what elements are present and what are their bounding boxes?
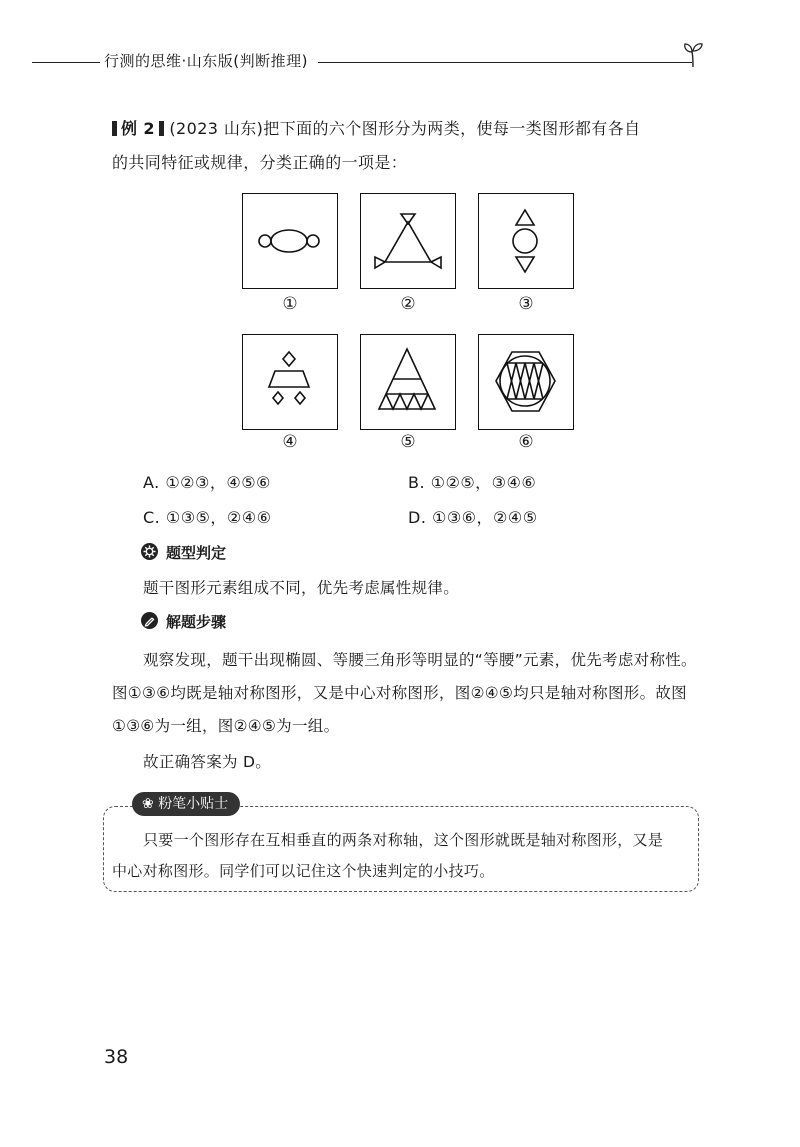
gear-icon: [141, 543, 158, 560]
option-a[interactable]: A. ①②③，④⑤⑥: [143, 473, 271, 492]
option-c[interactable]: C. ①③⑤，②④⑥: [143, 508, 272, 527]
section-steps-title: 解题步骤: [166, 613, 227, 631]
question-line-1: [112, 116, 641, 139]
figure-6-label: ⑥: [518, 432, 534, 452]
figure-6: [478, 334, 574, 430]
tag-bar-right: [159, 121, 164, 136]
page-number: 38: [104, 1046, 129, 1068]
tip-badge-label: 粉笔小贴士: [158, 796, 229, 812]
sprout-icon: [682, 40, 704, 68]
figure-5-drawing: [361, 335, 454, 428]
figure-5-label: ⑤: [400, 432, 416, 452]
figure-1-drawing: [243, 194, 336, 287]
figure-2-drawing: [361, 194, 454, 287]
figure-4: [242, 334, 338, 430]
option-b[interactable]: B. ①②⑤，③④⑥: [408, 473, 537, 492]
tag-bar-left: [112, 121, 117, 136]
header-rule-left: [32, 62, 100, 63]
figure-6-drawing: [479, 335, 572, 428]
figure-3: [478, 193, 574, 289]
tip-line-2: 中心对称图形。同学们可以记住这个快速判定的小技巧。: [112, 862, 495, 880]
section-type-text: 题干图形元素组成不同，优先考虑属性规律。: [143, 579, 460, 597]
example-tag: 例 2: [121, 119, 155, 138]
section-type-title: 题型判定: [166, 544, 227, 562]
steps-answer: 故正确答案为 D。: [143, 753, 272, 771]
figure-5: [360, 334, 456, 430]
figure-3-label: ③: [518, 294, 534, 314]
tip-line-1: 只要一个图形存在互相垂直的两条对称轴，这个图形就既是轴对称图形，又是: [143, 831, 664, 849]
option-d[interactable]: D. ①③⑥，②④⑤: [408, 508, 538, 527]
steps-para1-line1: 观察发现，题干出现椭圆、等腰三角形等明显的“等腰”元素，优先考虑对称性。: [143, 651, 697, 669]
figure-4-drawing: [243, 335, 336, 428]
figure-2: [360, 193, 456, 289]
pen-icon: [141, 612, 158, 629]
figure-2-label: ②: [400, 294, 416, 314]
figure-4-label: ④: [282, 432, 298, 452]
tip-badge: [132, 792, 240, 816]
figure-1-label: ①: [282, 294, 298, 314]
steps-para1-line3: ①③⑥为一组，图②④⑤为一组。: [112, 717, 340, 735]
question-text-1: (2023 山东)把下面的六个图形分为两类，使每一类图形都有各自: [169, 119, 641, 138]
question-line-2: 的共同特征或规律，分类正确的一项是：: [112, 153, 408, 172]
running-header-title: 行测的思维·山东版(判断推理): [104, 52, 308, 70]
header-rule-right: [318, 62, 692, 63]
sprout-badge-icon: ❀: [142, 796, 154, 812]
figure-1: [242, 193, 338, 289]
figure-3-drawing: [479, 194, 572, 287]
steps-para1-line2: 图①③⑥均既是轴对称图形，又是中心对称图形，图②④⑤均只是轴对称图形。故图: [112, 684, 687, 702]
